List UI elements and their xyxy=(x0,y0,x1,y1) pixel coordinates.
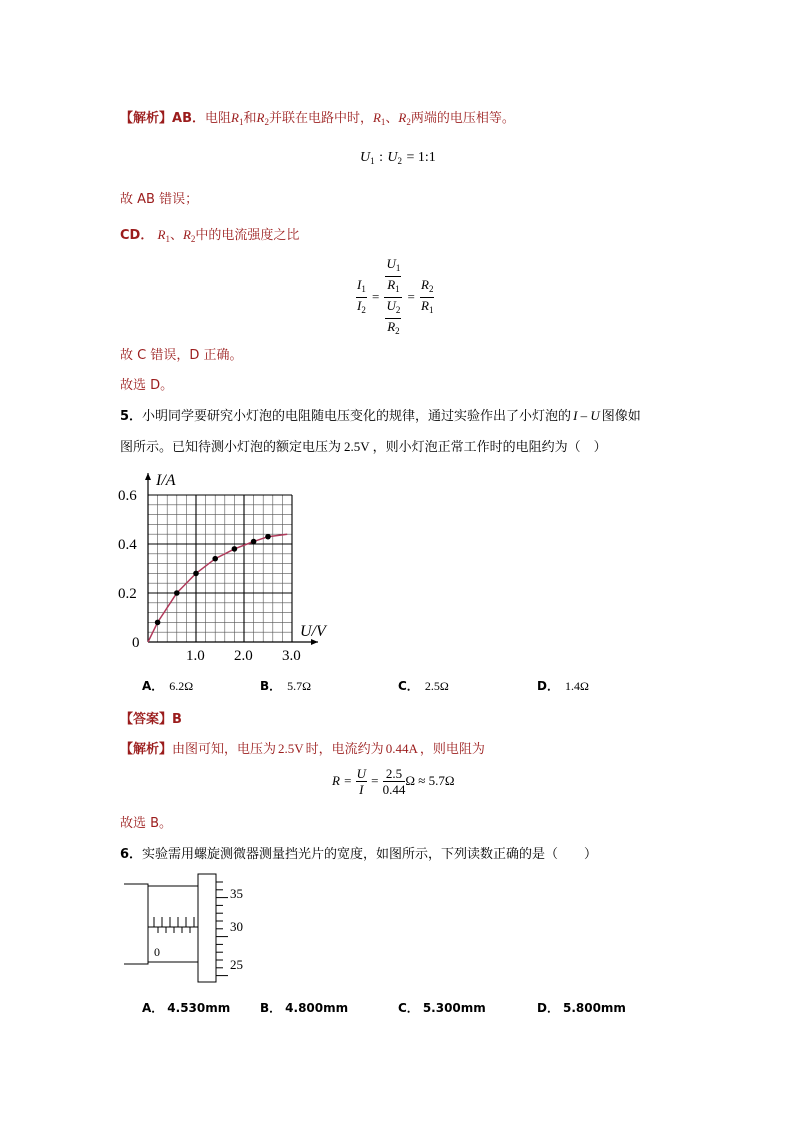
option-letter: C． xyxy=(398,1001,419,1015)
question-number: 6． xyxy=(120,847,143,862)
option-letter: C． xyxy=(398,679,419,693)
q6-option-c[interactable] xyxy=(398,999,486,1016)
analysis-text: 电阻 xyxy=(205,111,232,126)
thimble-scale xyxy=(216,882,228,976)
option-letter: D． xyxy=(537,679,559,693)
option-value: 5.300mm xyxy=(422,1001,486,1015)
u-over-i: $\frac{U}{I}$ xyxy=(356,766,366,797)
analysis-current: 0.44A xyxy=(385,741,418,756)
analysis-text: 并联在电路中时， xyxy=(268,111,373,126)
u2-over-r2: $\frac{U_2}{R_2}$ xyxy=(386,298,401,336)
u1-over-r1: $\frac{U_1}{R_1}$ xyxy=(386,256,401,294)
r2-symbol: $R_2$ xyxy=(256,110,269,127)
q5-option-c[interactable] xyxy=(398,677,449,694)
data-point xyxy=(174,590,180,596)
cd-lead: CD． xyxy=(120,228,154,243)
thimble-label-30: 30 xyxy=(230,919,243,934)
compound-fraction xyxy=(384,256,402,339)
q6-option-a[interactable] xyxy=(142,999,230,1016)
analysis-text: 和 xyxy=(243,111,257,126)
option-value: 1.4Ω xyxy=(564,679,589,693)
iu-symbol: I – U xyxy=(573,408,600,423)
ab-wrong-text: 故 AB 错误； xyxy=(120,192,199,207)
y-axis-arrow xyxy=(145,473,151,480)
chart-major-grid xyxy=(148,495,292,642)
q5-option-a[interactable] xyxy=(142,677,193,694)
question-text: 小明同学要研究小灯泡的电阻随电压变化的规律，通过实验作出了小灯泡的 xyxy=(142,409,572,424)
x-tick-label: 3.0 xyxy=(282,648,301,664)
y-tick-label: 0.4 xyxy=(118,537,137,553)
data-point xyxy=(212,556,218,562)
data-point xyxy=(265,534,271,540)
question-text: 实验需用螺旋测微器测量挡光片的宽度，如图所示，下列读数正确的是（ ） xyxy=(142,847,598,862)
analysis-text: 时，电流约为 xyxy=(305,742,384,757)
option-letter: B． xyxy=(260,1001,282,1015)
option-letter: B． xyxy=(260,679,282,693)
r1-symbol: $R_1$ xyxy=(372,110,386,127)
choose-text: 故选 D。 xyxy=(120,378,174,393)
data-point xyxy=(155,620,161,626)
r2-symbol: $R_2$ xyxy=(398,110,411,127)
analysis-text: 中的电流强度之比 xyxy=(195,228,300,243)
origin-label: 0 xyxy=(132,635,140,651)
data-point xyxy=(232,546,238,552)
q6-stem xyxy=(120,843,597,862)
option-value: 4.530mm xyxy=(167,1001,231,1015)
analysis-voltage: 2.5V xyxy=(278,741,304,756)
r-ratio-fraction: $\frac{R_2}{R_1}$ xyxy=(420,277,434,315)
sleeve-zero-label: 0 xyxy=(154,945,160,959)
q6-option-b[interactable] xyxy=(260,999,348,1016)
r1-symbol: $R_1$ xyxy=(157,227,170,244)
current-ratio-formula: $\frac{I_1}{I_2}$ = $\frac{\frac{U_1}{R_1}}{\frac{U_2}{R_2}}$ = $\frac{R_2}{R_1}$ xyxy=(356,256,434,339)
analysis-tag: 【解析】 xyxy=(120,111,173,126)
iu-curve xyxy=(148,534,287,642)
y-tick-label: 0.2 xyxy=(118,586,137,602)
q5-stem-line2 xyxy=(120,436,607,455)
rated-voltage: 2.5V xyxy=(344,439,370,454)
separator: 、 xyxy=(169,228,183,243)
q4-analysis-line xyxy=(120,107,515,127)
conclusion-text: 故 C 错误，D 正确。 xyxy=(120,348,243,363)
option-value: 4.800mm xyxy=(285,1001,349,1015)
tick-labels xyxy=(118,472,328,664)
anvil-frame xyxy=(124,884,148,964)
q5-option-d[interactable] xyxy=(537,677,589,694)
sleeve-scale xyxy=(154,917,194,933)
x-tick-label: 1.0 xyxy=(186,648,205,664)
analysis-text: 由图可知，电压为 xyxy=(172,742,277,757)
option-letter: D． xyxy=(537,1001,559,1015)
data-point xyxy=(251,539,257,545)
iu-chart xyxy=(110,462,330,668)
analysis-tag: 【解析】 xyxy=(120,742,173,757)
option-value: 6.2Ω xyxy=(169,679,194,693)
thimble-label-35: 35 xyxy=(230,886,243,901)
cd-line xyxy=(120,224,299,244)
question-text: 图像如 xyxy=(601,409,641,424)
question-text: 图所示。已知待测小灯泡的额定电压为 xyxy=(120,440,342,455)
option-value: 2.5Ω xyxy=(424,679,449,693)
option-letter: A． xyxy=(142,679,164,693)
voltage-equation: $U_1$ : $U_2$ = 1:1 xyxy=(360,150,436,166)
micrometer-figure xyxy=(118,872,268,984)
r1-symbol: $R_1$ xyxy=(231,110,244,127)
q5-analysis-line xyxy=(120,738,485,757)
q5-option-b[interactable] xyxy=(260,677,311,694)
data-point xyxy=(193,571,199,577)
i-ratio-fraction: $\frac{I_1}{I_2}$ xyxy=(357,277,366,315)
x-axis-label: U/V xyxy=(300,623,326,640)
q5-stem-line1 xyxy=(120,405,641,424)
q5-choose: 故选 B。 xyxy=(120,816,173,831)
r2-symbol: $R_2$ xyxy=(182,227,196,244)
chart-minor-grid xyxy=(148,495,292,642)
y-axis-label: I/A xyxy=(156,472,176,489)
analysis-text: 两端的电压相等。 xyxy=(410,111,515,126)
question-number: 5． xyxy=(120,409,143,424)
q5-answer: 【答案】B xyxy=(120,712,182,727)
separator: 、 xyxy=(385,111,399,126)
option-value: 5.7Ω xyxy=(287,679,312,693)
question-text: ，则小灯泡正常工作时的电阻约为（ ） xyxy=(372,440,607,455)
y-tick-label: 0.6 xyxy=(118,488,137,504)
thimble xyxy=(198,874,216,982)
option-letter: A． xyxy=(142,1001,164,1015)
numeric-fraction: $\frac{2.5}{0.44}$ xyxy=(382,766,406,797)
resistance-formula: R = $\frac{U}{I}$ = $\frac{2.5}{0.44}$ Ω ≈ 5.7Ω xyxy=(332,766,455,797)
x-tick-label: 2.0 xyxy=(234,648,253,664)
q6-option-d[interactable] xyxy=(537,999,626,1016)
analysis-text: ，则电阻为 xyxy=(419,742,485,757)
thimble-label-25: 25 xyxy=(230,957,243,972)
ab-lead: AB． xyxy=(172,111,205,126)
option-value: 5.800mm xyxy=(562,1001,626,1015)
